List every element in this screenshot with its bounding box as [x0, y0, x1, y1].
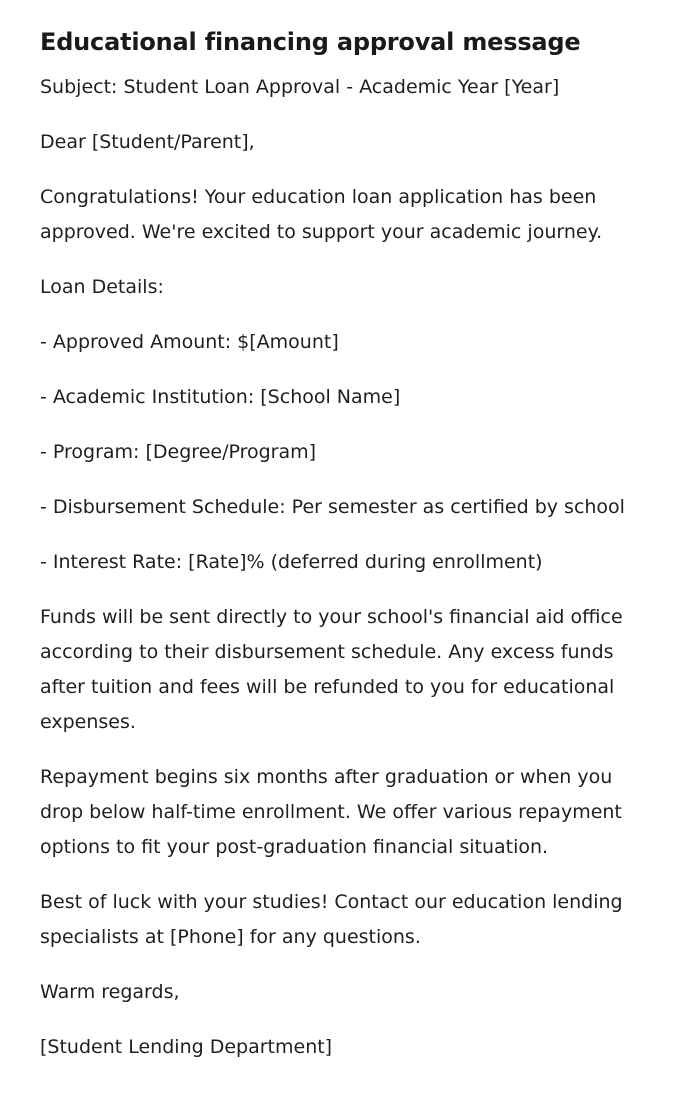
detail-institution: - Academic Institution: [School Name] [40, 386, 401, 408]
detail-approved-amount: - Approved Amount: $[Amount] [40, 331, 339, 353]
salutation: Dear [Student/Parent], [40, 131, 255, 153]
intro-paragraph: Congratulations! Your education loan application has been approved. We're excited to support your academic journey. [40, 186, 603, 243]
detail-disbursement: - Disbursement Schedule: Per semester as certified by school [40, 496, 625, 518]
closing-paragraph: Best of luck with your studies! Contact our education lending specialists at [Phone] for any questions. [40, 891, 623, 948]
page-title: Educational financing approval message [40, 28, 581, 56]
repayment-paragraph: Repayment begins six months after graduation or when you drop below half-time enrollment. We offer various repayment options to fit your post-graduation financial situation. [40, 766, 622, 858]
subject-line: Subject: Student Loan Approval - Academic Year [Year] [40, 76, 560, 98]
signoff: Warm regards, [40, 981, 180, 1003]
detail-interest-rate: - Interest Rate: [Rate]% (deferred during enrollment) [40, 551, 543, 573]
signature: [Student Lending Department] [40, 1036, 333, 1058]
loan-details-label: Loan Details: [40, 276, 164, 298]
detail-program: - Program: [Degree/Program] [40, 441, 317, 463]
funds-paragraph: Funds will be sent directly to your school's financial aid office according to their disbursement schedule. Any excess funds after tuition and fees will be refunded to you for educational expenses. [40, 606, 623, 733]
